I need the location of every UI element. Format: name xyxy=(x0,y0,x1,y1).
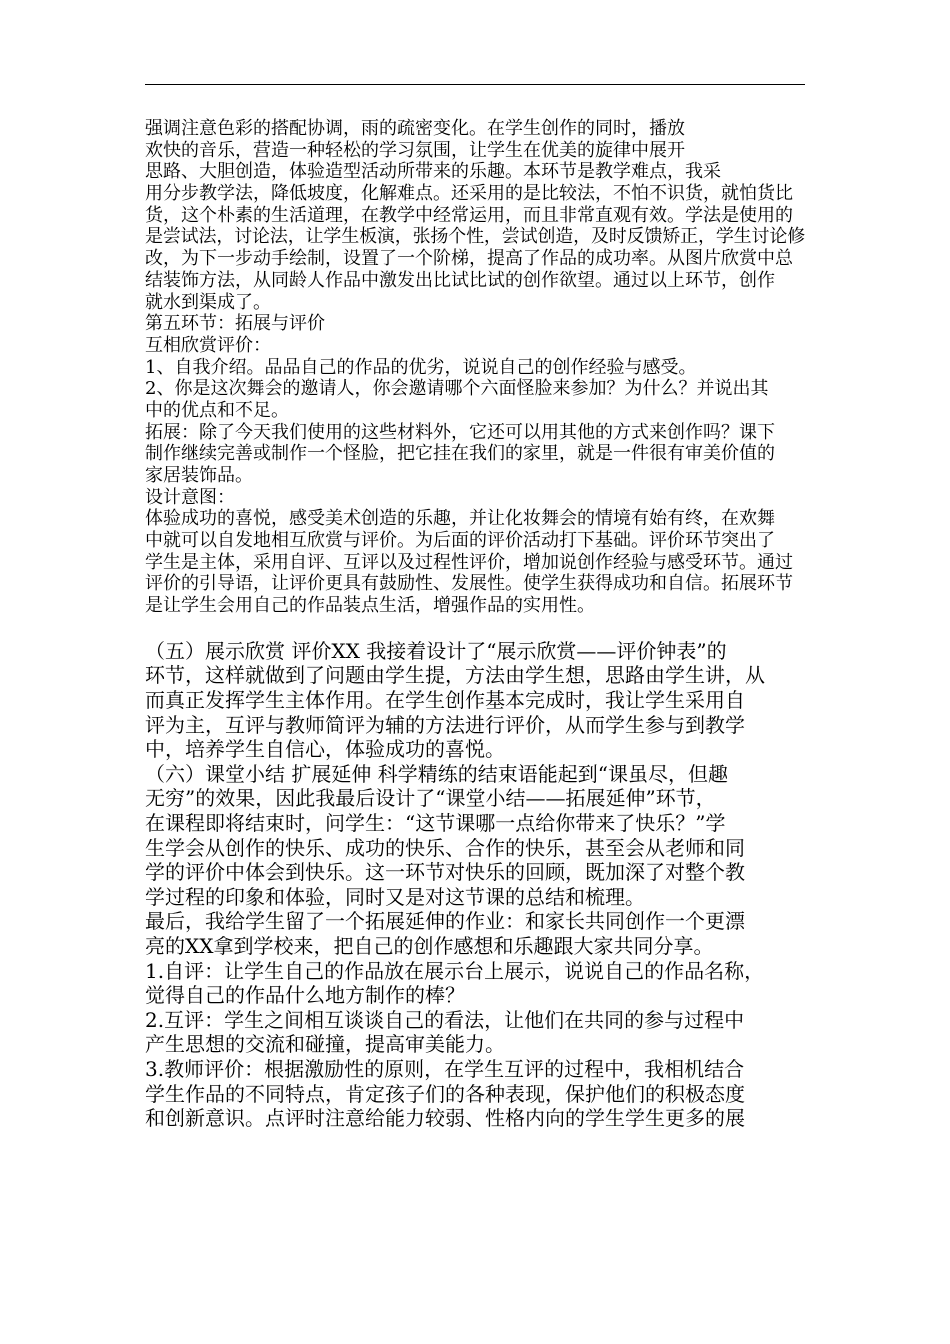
section-a xyxy=(145,118,807,617)
text-line: 觉得自己的作品什么地方制作的棒？ xyxy=(145,983,465,1008)
text-line: 结装饰方法，从同龄人作品中激发出比试比试的创作欲望。通过以上环节，创作 xyxy=(145,269,775,291)
text-line: 是让学生会用自己的作品装点生活，增强作品的实用性。 xyxy=(145,595,595,617)
text-line: 和创新意识。点评时注意给能力较弱、性格内向的学生学生更多的展 xyxy=(145,1106,745,1131)
text-line: 体验成功的喜悦，感受美术创造的乐趣，并让化妆舞会的情境有始有终，在欢舞 xyxy=(145,508,775,530)
text-line: 1.自评：让学生自己的作品放在展示台上展示，说说自己的作品名称， xyxy=(145,958,765,983)
text-line: 就水到渠成了。 xyxy=(145,291,271,313)
text-line: 3.教师评价：根据激励性的原则，在学生互评的过程中，我相机结合 xyxy=(145,1056,745,1081)
subheading: 互相欣赏评价： xyxy=(145,334,271,356)
text-line: 产生思想的交流和碰撞，提高审美能力。 xyxy=(145,1032,505,1057)
text-line: 欢快的音乐，营造一种轻松的学习氛围，让学生在优美的旋律中展开 xyxy=(145,139,685,161)
text-line: 学生是主体，采用自评、互评以及过程性评价，增加说创作经验与感受环节。通过 xyxy=(145,551,793,573)
subheading: 设计意图： xyxy=(145,486,235,508)
text-line: （六）课堂小结 扩展延伸 科学精练的结束语能起到“课虽尽，但趣 xyxy=(145,761,728,786)
text-line: 学过程的印象和体验，同时又是对这节课的总结和梳理。 xyxy=(145,884,645,909)
text-line: 2.互评：学生之间相互谈谈自己的看法，让他们在共同的参与过程中 xyxy=(145,1007,745,1032)
text-line: 拓展：除了今天我们使用的这些材料外，它还可以用其他的方式来创作吗？课下 xyxy=(145,421,775,443)
text-line: 用分步教学法，降低坡度，化解难点。还采用的是比较法，不怕不识货，就怕货比 xyxy=(145,183,793,205)
text-line: 评为主，互评与教师简评为辅的方法进行评价，从而学生参与到教学 xyxy=(145,712,745,737)
header-rule xyxy=(145,84,805,85)
document-body xyxy=(145,118,807,1131)
text-line: 思路、大胆创造，体验造型活动所带来的乐趣。本环节是教学难点，我采 xyxy=(145,161,721,183)
text-line: 1、自我介绍。品品自己的作品的优劣，说说自己的创作经验与感受。 xyxy=(145,356,697,378)
text-line: 强调注意色彩的搭配协调，雨的疏密变化。在学生创作的同时，播放 xyxy=(145,118,685,139)
text-line: 最后，我给学生留了一个拓展延伸的作业：和家长共同创作一个更漂 xyxy=(145,909,745,934)
text-line: 是尝试法，讨论法，让学生板演，张扬个性，尝试创造，及时反馈矫正，学生讨论修 xyxy=(145,226,806,248)
text-line: 无穷”的效果，因此我最后设计了“课堂小结——拓展延伸”环节， xyxy=(145,786,716,811)
text-line: 家居装饰品。 xyxy=(145,465,253,486)
text-line: 中就可以自发地相互欣赏与评价。为后面的评价活动打下基础。评价环节突出了 xyxy=(145,530,775,552)
text-line: 在课程即将结束时，问学生：“这节课哪一点给你带来了快乐？”学 xyxy=(145,810,726,835)
text-line: 环节，这样就做到了问题由学生提，方法由学生想，思路由学生讲，从 xyxy=(145,663,765,688)
text-line: 学的评价中体会到快乐。这一环节对快乐的回顾，既加深了对整个教 xyxy=(145,860,745,885)
text-line: 改，为下一步动手绘制，设置了一个阶梯，提高了作品的成功率。从图片欣赏中总 xyxy=(145,248,793,270)
text-line: 亮的XX拿到学校来，把自己的创作感想和乐趣跟大家共同分享。 xyxy=(145,933,714,958)
section-b xyxy=(145,639,807,1131)
text-line: （五）展示欣赏 评价XX 我接着设计了“展示欣赏——评价钟表”的 xyxy=(145,638,727,663)
section-heading: 第五环节：拓展与评价 xyxy=(145,313,325,335)
text-line: 货，这个朴素的生活道理，在教学中经常运用，而且非常直观有效。学法是使用的 xyxy=(145,204,793,226)
text-line: 制作继续完善或制作一个怪脸，把它挂在我们的家里，就是一件很有审美价值的 xyxy=(145,443,775,465)
text-line: 中的优点和不足。 xyxy=(145,399,289,421)
text-line: 而真正发挥学生主体作用。在学生创作基本完成时，我让学生采用自 xyxy=(145,688,745,712)
text-line: 学生作品的不同特点，肯定孩子们的各种表现，保护他们的积极态度 xyxy=(145,1081,745,1106)
text-line: 2、你是这次舞会的邀请人，你会邀请哪个六面怪脸来参加？为什么？并说出其 xyxy=(145,378,769,400)
text-line: 生学会从创作的快乐、成功的快乐、合作的快乐，甚至会从老师和同 xyxy=(145,835,745,860)
section-gap xyxy=(145,617,807,639)
text-line: 中，培养学生自信心，体验成功的喜悦。 xyxy=(145,737,505,762)
text-line: 评价的引导语，让评价更具有鼓励性、发展性。使学生获得成功和自信。拓展环节 xyxy=(145,573,793,595)
